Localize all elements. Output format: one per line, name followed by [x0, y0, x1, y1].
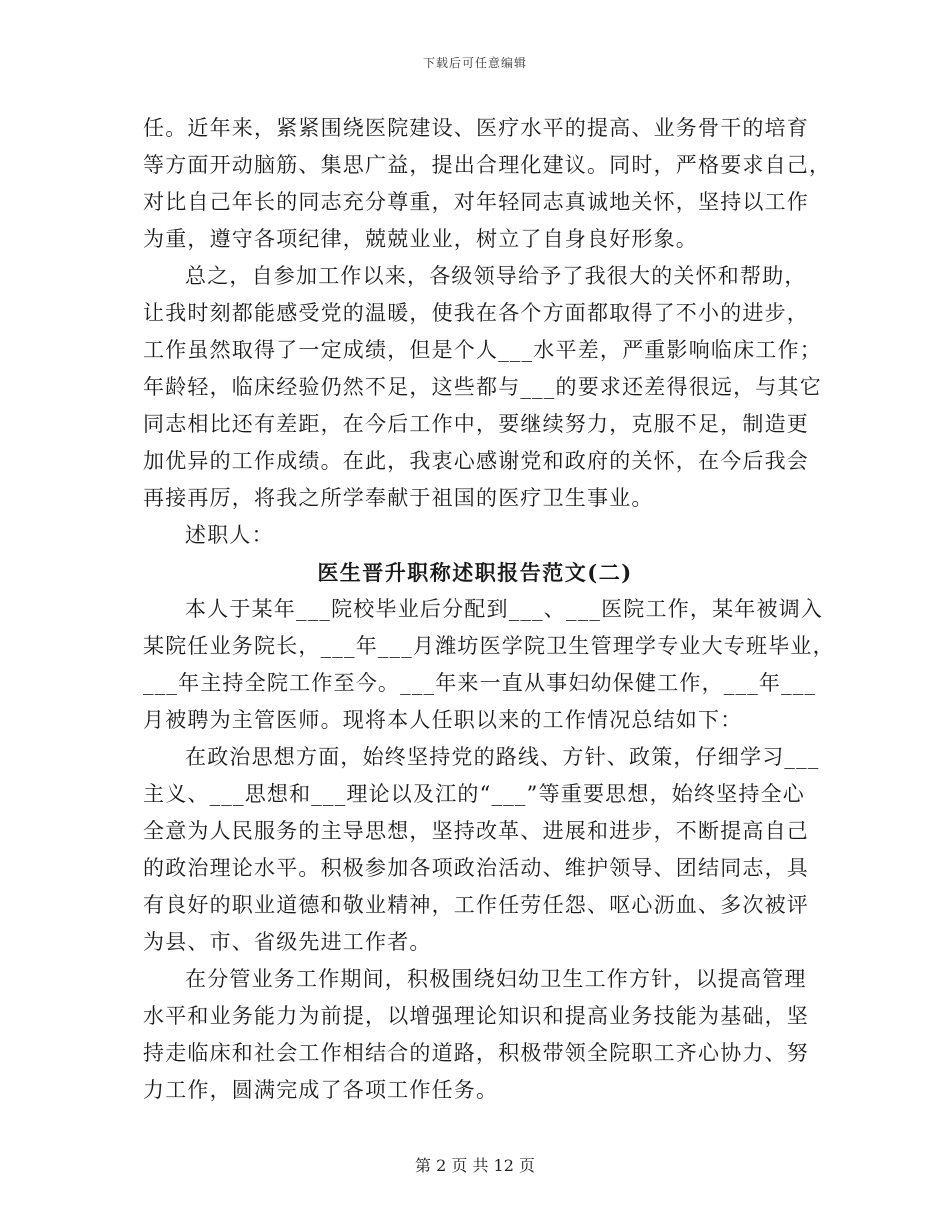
page-number-footer: 第 2 页 共 12 页 [415, 1156, 535, 1175]
text-line: 的政治理论水平。积极参加各项政治活动、维护领导、团结同志，具 [143, 856, 809, 880]
text-line: 某院任业务院长，___年___月潍坊医学院卫生管理学专业大专班毕业， [143, 634, 835, 658]
text-line: 本人于某年___院校毕业后分配到___、___医院工作，某年被调入 [185, 597, 824, 621]
text-line: 在政治思想方面，始终坚持党的路线、方针、政策，仔细学习___ [185, 745, 820, 769]
header-note: 下载后可任意编辑 [422, 56, 527, 70]
text-line: 年龄轻，临床经验仍然不足，这些都与___的要求还差得很远，与其它 [143, 375, 822, 399]
text-line: 任。近年来，紧紧围绕医院建设、医疗水平的提高、业务骨干的培育 [143, 116, 809, 140]
text-line: 有良好的职业道德和敬业精神，工作任劳任怨、呕心沥血、多次被评 [143, 893, 809, 917]
text-line: 等方面开动脑筋、集思广益，提出合理化建议。同时，严格要求自己， [143, 153, 832, 177]
text-line: 水平和业务能力为前提，以增强理论知识和提高业务技能为基础，坚 [143, 1004, 809, 1028]
document-body [143, 110, 835, 1109]
text-line: 月被聘为主管医师。现将本人任职以来的工作情况总结如下： [143, 708, 743, 732]
text-line: 让我时刻都能感受党的温暖，使我在各个方面都取得了不小的进步， [143, 301, 809, 325]
text-line: 全意为人民服务的主导思想，坚持改革、进展和进步，不断提高自己 [143, 819, 809, 843]
paragraphs-part-2 [143, 591, 835, 1109]
text-line: 述职人： [185, 523, 274, 547]
text-line: 总之，自参加工作以来，各级领导给予了我很大的关怀和帮助， [185, 264, 807, 288]
text-line: 同志相比还有差距，在今后工作中，要继续努力，克服不足，制造更 [143, 412, 809, 436]
text-line: 在分管业务工作期间，积极围绕妇幼卫生工作方针，以提高管理 [185, 967, 807, 991]
text-line: ___年主持全院工作至今。___年来一直从事妇幼保健工作，___年___ [143, 671, 817, 695]
text-line: 工作虽然取得了一定成绩，但是个人___水平差，严重影响临床工作； [143, 338, 822, 362]
paragraphs-part-1 [143, 110, 832, 554]
section-title: 医生晋升职称述职报告范文(二) [317, 560, 633, 585]
text-line: 对比自己年长的同志充分尊重，对年轻同志真诚地关怀，坚持以工作 [143, 190, 809, 214]
text-line: 再接再厉，将我之所学奉献于祖国的医疗卫生事业。 [143, 486, 654, 510]
text-line: 主义、___思想和___理论以及江的“___”等重要思想，始终坚持全心 [143, 782, 805, 806]
text-line: 力工作，圆满完成了各项工作任务。 [143, 1078, 499, 1102]
text-line: 为县、市、省级先进工作者。 [143, 930, 432, 954]
text-line: 为重，遵守各项纪律，兢兢业业，树立了自身良好形象。 [143, 227, 698, 251]
text-line: 持走临床和社会工作相结合的道路，积极带领全院职工齐心协力、努 [143, 1041, 809, 1065]
text-line: 加优异的工作成绩。在此，我衷心感谢党和政府的关怀，在今后我会 [143, 449, 809, 473]
